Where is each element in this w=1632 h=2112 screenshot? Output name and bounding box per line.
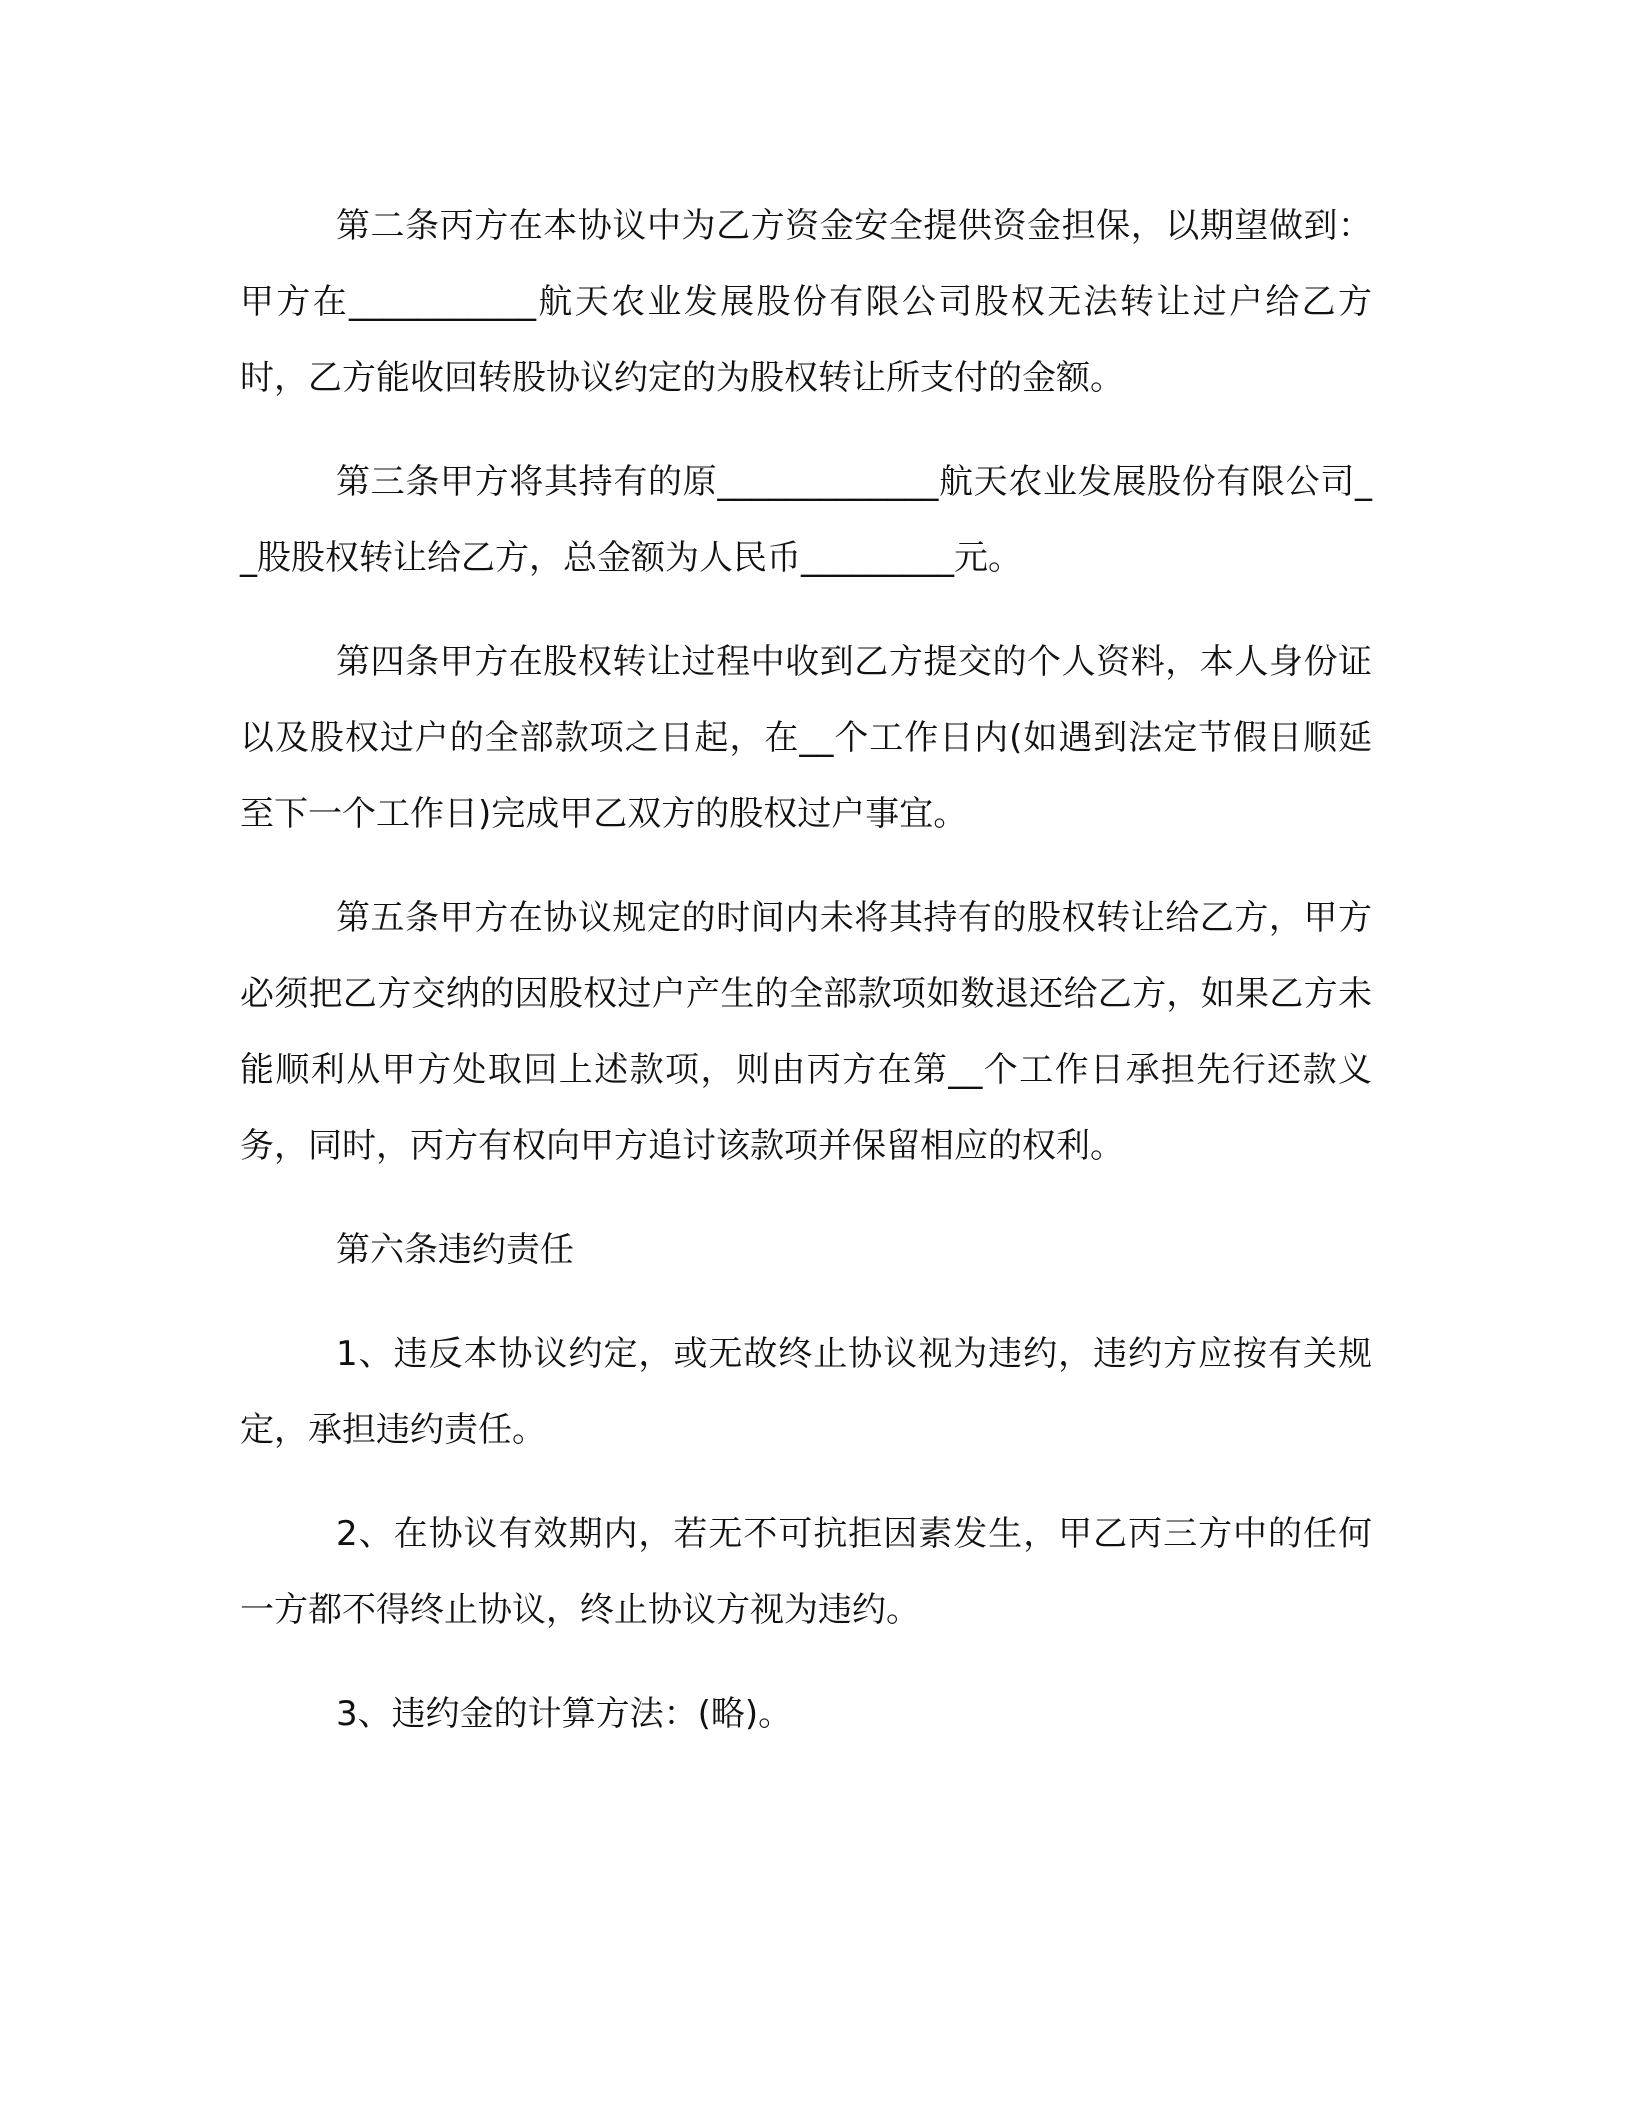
article-6-clause-3: 3、违约金的计算方法：(略)。 <box>336 1694 793 1734</box>
article-6-heading: 第六条违约责任 <box>336 1230 574 1270</box>
article-6-clause-2: 2、在协议有效期内，若无不可抗拒因素发生，甲乙丙三方中的任何一方都不得终止协议，终止协议方视为违约。 <box>240 1514 1372 1630</box>
article-2-paragraph: 第二条丙方在本协议中为乙方资金安全提供资金担保，以期望做到：甲方在___________航天农业发展股份有限公司股权无法转让过户给乙方时，乙方能收回转股协议约定的为股权转让所支付的金额。 <box>240 206 1372 398</box>
article-5-paragraph: 第五条甲方在协议规定的时间内未将其持有的股权转让给乙方，甲方必须把乙方交纳的因股权过户产生的全部款项如数退还给乙方，如果乙方未能顺利从甲方处取回上述款项，则由丙方在第__个工作日承担先行还款义务，同时，丙方有权向甲方追讨该款项并保留相应的权利。 <box>240 898 1372 1166</box>
article-3-paragraph: 第三条甲方将其持有的原_____________航天农业发展股份有限公司__股股权转让给乙方，总金额为人民币_________元。 <box>240 462 1372 578</box>
article-6-clause-1: 1、违反本协议约定，或无故终止协议视为违约，违约方应按有关规定，承担违约责任。 <box>240 1334 1372 1450</box>
document-body <box>240 188 1372 1780</box>
article-4-paragraph: 第四条甲方在股权转让过程中收到乙方提交的个人资料，本人身份证以及股权过户的全部款项之日起，在__个工作日内(如遇到法定节假日顺延至下一个工作日)完成甲乙双方的股权过户事宜。 <box>240 642 1372 834</box>
